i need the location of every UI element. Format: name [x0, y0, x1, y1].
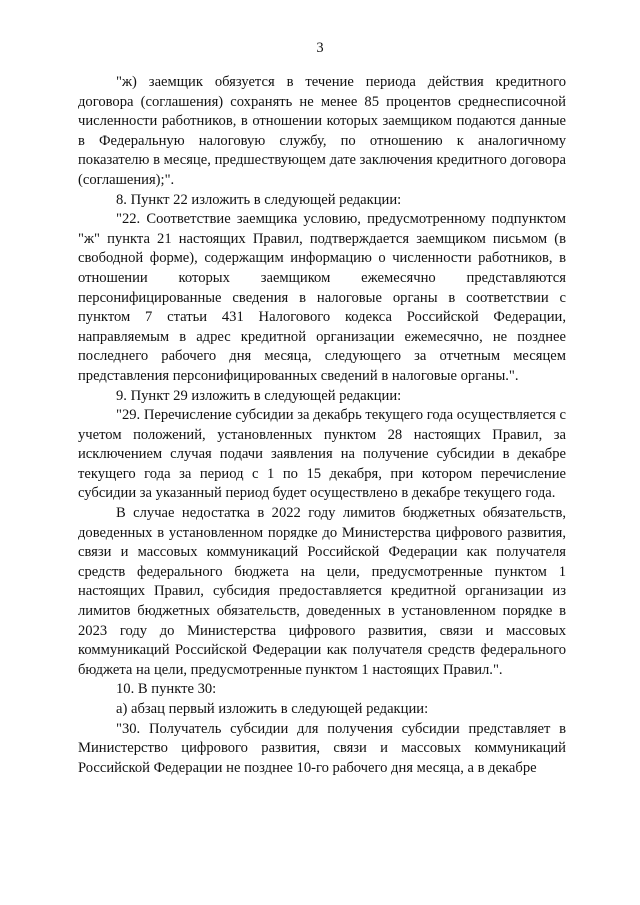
paragraph-budget-shortfall: В случае недостатка в 2022 году лимитов бюджетных обязательств, доведенных в установленном порядке до Министерства цифрового развития, связи и массовых коммуникаций Российской Федерации как получателя средств федерального бюджета на цели, предусмотренные пунктом 1 настоящих Правил, субсидия предоставляется кредитной организации из лимитов бюджетных обязательств, доведенных в установленном порядке в 2023 году до Министерства цифрового развития, связи и массовых коммуникаций Российской Федерации как получателя средств федерального бюджета на цели, предусмотренные пунктом 1 настоящих Правил.".	[78, 505, 566, 678]
paragraph-item-10: 10. В пункте 30:	[116, 681, 217, 698]
paragraph-subitem-a: а) абзац первый изложить в следующей редакции:	[116, 701, 429, 717]
paragraph-item-9: 9. Пункт 29 изложить в следующей редакции:	[116, 387, 402, 404]
document-body	[78, 73, 566, 778]
paragraph-point-22: "22. Соответствие заемщика условию, предусмотренному подпунктом "ж" пункта 21 настоящих Правил, подтверждается заемщиком письмом (в свободной форме), содержащим информацию о численности работников, в отношении которых заемщиком ежемесячно представляются персонифицированные сведения в налоговые органы в соответствии с пунктом 7 статьи 431 Налогового кодекса Российской Федерации, направляемым в адрес кредитной организации ежемесячно, не позднее последнего рабочего дня месяца, следующего за отчетным месяцем представления персонифицированных сведений в налоговые органы.".	[78, 211, 566, 384]
paragraph-item-8: 8. Пункт 22 изложить в следующей редакции:	[116, 191, 402, 208]
paragraph-point-29: "29. Перечисление субсидии за декабрь текущего года осуществляется с учетом положений, установленных пунктом 28 настоящих Правил, за исключением случая подачи заявления на получение субсидии в декабре текущего года за период с 1 по 15 декабря, при котором перечисление субсидии за указанный период будет осуществлено в декабре текущего года.	[78, 407, 566, 502]
paragraph-subpoint-zh: "ж) заемщик обязуется в течение периода действия кредитного договора (соглашения) сохранять не менее 85 процентов среднесписочной численности работников, в отношении которых заемщиком подаются данные в Федеральную налоговую службу, по отношению к аналогичному показателю в месяце, предшествующем дате заключения кредитного договора (соглашения);".	[78, 74, 566, 188]
paragraph-point-30: "30. Получатель субсидии для получения субсидии представляет в Министерство цифрового развития, связи и массовых коммуникаций Российской Федерации не позднее 10-го рабочего дня месяца, а в декабре	[78, 720, 566, 776]
page-number: 3	[316, 40, 324, 56]
